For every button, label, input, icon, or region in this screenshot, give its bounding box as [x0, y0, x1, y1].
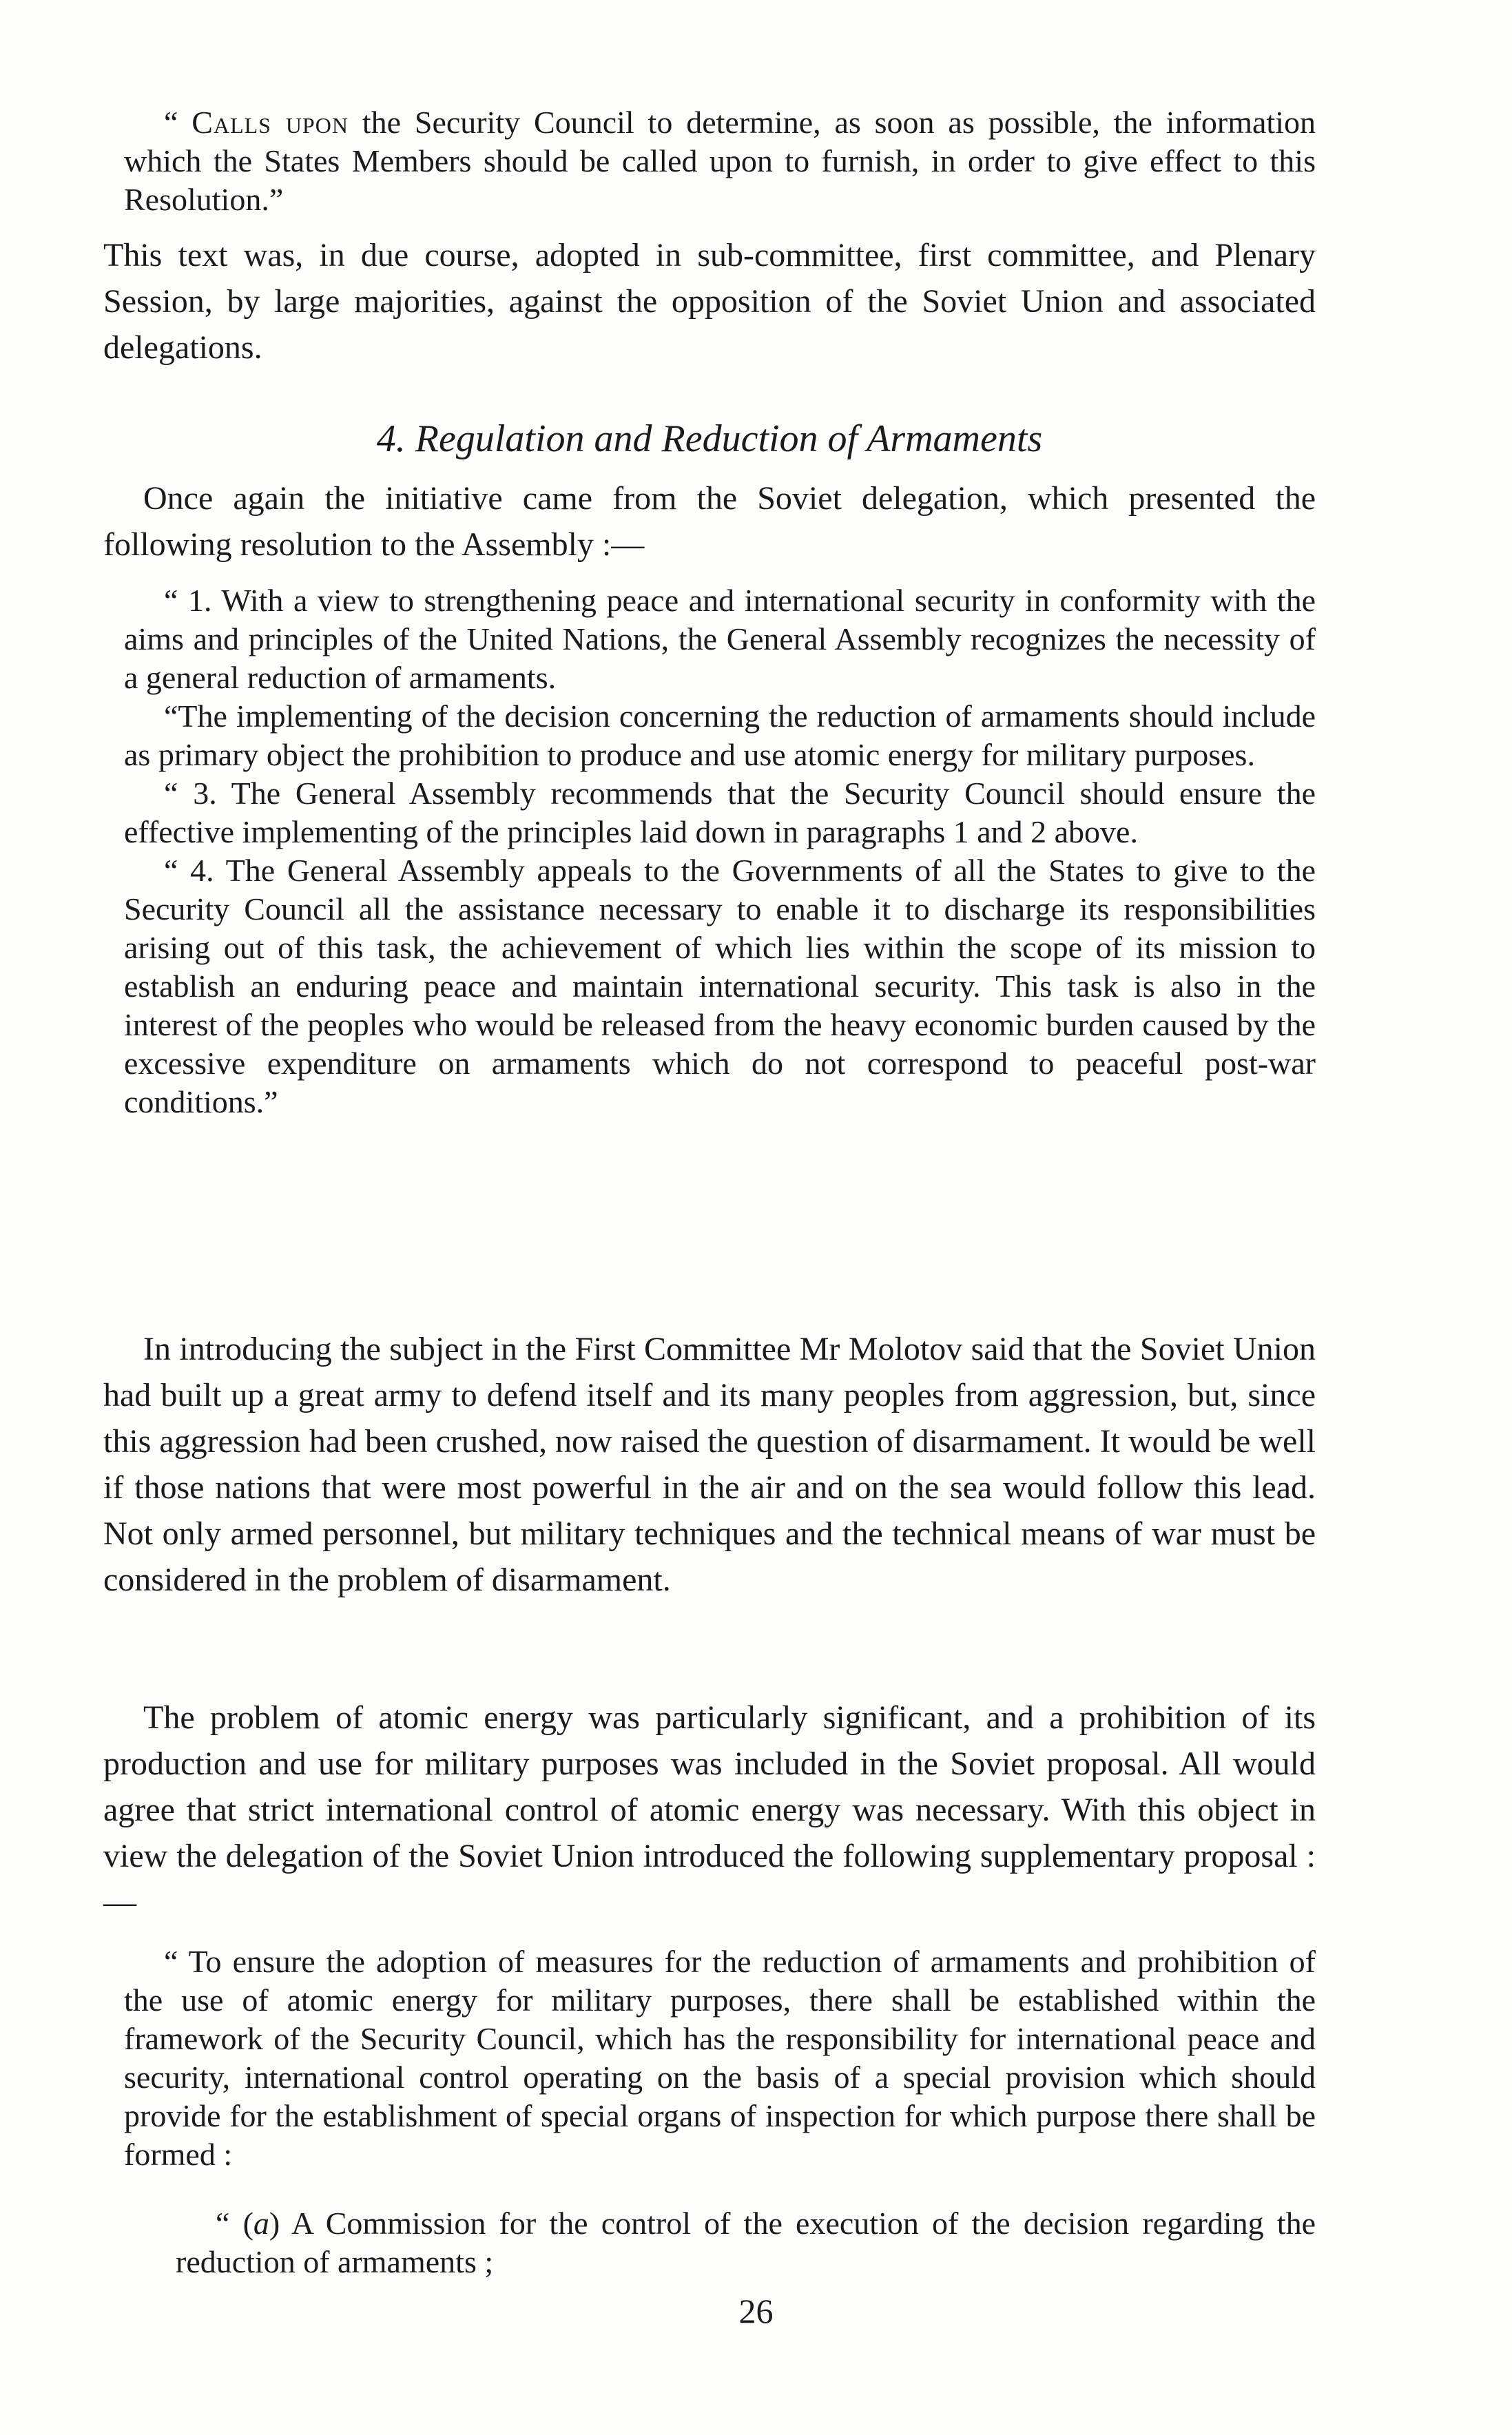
resolution-item-2: “The implementing of the decision concerning the reduction of armaments should include as primary object the prohibition to produce and use atomic energy for military purposes. [124, 698, 1316, 772]
atomic-paragraph-block [103, 1695, 1316, 1925]
initiative-paragraph-block [103, 475, 1316, 568]
calls-upon-smallcaps: Calls upon [191, 105, 349, 140]
resolution-item-3: “ 3. The General Assembly recommends that the Security Council should ensure the effective implementing of the principles laid down in paragraphs 1 and 2 above. [124, 776, 1316, 849]
calls-upon-quote-block [103, 103, 1316, 219]
supplementary-proposal-quote: “ To ensure the adoption of measures for the reduction of armaments and prohibition of the use of atomic energy for military purposes, there shall be established within the framework of the Security Council, which has the responsibility for international peace and security, international control operating on the basis of a special provision which should provide for the establishment of special organs of inspection for which purpose there shall be formed : [124, 1944, 1316, 2172]
resolution-quote-block [103, 581, 1316, 1121]
resolution-item-4: “ 4. The General Assembly appeals to the Governments of all the States to give to the Security Council all the assistance necessary to enable it to discharge its responsibilities arising out of this task, the achievement of which lies within the scope of its mission to establish an enduring peace and maintain international security. This task is also in the interest of the peoples who would be released from the heavy economic burden caused by the excessive expenditure on armaments which do not correspond to peaceful post-war conditions.” [124, 853, 1316, 1119]
atomic-energy-paragraph: The problem of atomic energy was particularly significant, and a prohibition of its production and use for military purposes was included in the Soviet proposal. All would agree that strict international control of atomic energy was necessary. With this object in view the delegation of the Soviet Union introduced the following supplementary proposal :— [103, 1699, 1316, 1920]
molotov-paragraph: In introducing the subject in the First Committee Mr Molotov said that the Soviet Union had built up a great army to defend itself and its many peoples from aggression, but, since this aggression had been crushed, now raised the question of disarmament. It would be well if those nations that were most powerful in the air and on the sea would follow this lead. Not only armed personnel, but military techniques and the technical means of war must be considered in the problem of disarmament. [103, 1331, 1316, 1598]
adopted-paragraph: This text was, in due course, adopted in sub-committee, first committee, and Plenary Session, by large majorities, against the opposition of the Soviet Union and associated delegations. [103, 237, 1316, 366]
adopted-paragraph-block [103, 232, 1316, 371]
resolution-item-1: “ 1. With a view to strengthening peace and international security in conformity with the aims and principles of the United Nations, the General Assembly recognizes the necessity of a general reduction of armaments. [124, 583, 1316, 695]
initiative-paragraph: Once again the initiative came from the Soviet delegation, which presented the following resolution to the Assembly :— [103, 480, 1316, 563]
item-a-lead: “ ( [216, 2206, 253, 2241]
item-a-quote-block [103, 2204, 1316, 2281]
section-heading: 4. Regulation and Reduction of Armaments [376, 417, 1043, 460]
item-a-letter: a [253, 2206, 269, 2241]
molotov-paragraph-block [103, 1326, 1316, 1603]
calls-upon-paragraph [103, 103, 1316, 219]
supplementary-quote-block [103, 1942, 1316, 2174]
calls-upon-text: the Security Council to determine, as soon as possible, the information which the States Members should be called upon to furnish, in order to give effect to this Resolution.” [124, 105, 1316, 217]
opening-quote: “ [164, 105, 192, 140]
item-a-text: ) A Commission for the control of the execution of the decision regarding the reduction of armaments ; [176, 2206, 1316, 2279]
section-heading-block [103, 415, 1316, 463]
proposal-item-a [103, 2204, 1316, 2281]
page-number: 26 [738, 2292, 774, 2330]
